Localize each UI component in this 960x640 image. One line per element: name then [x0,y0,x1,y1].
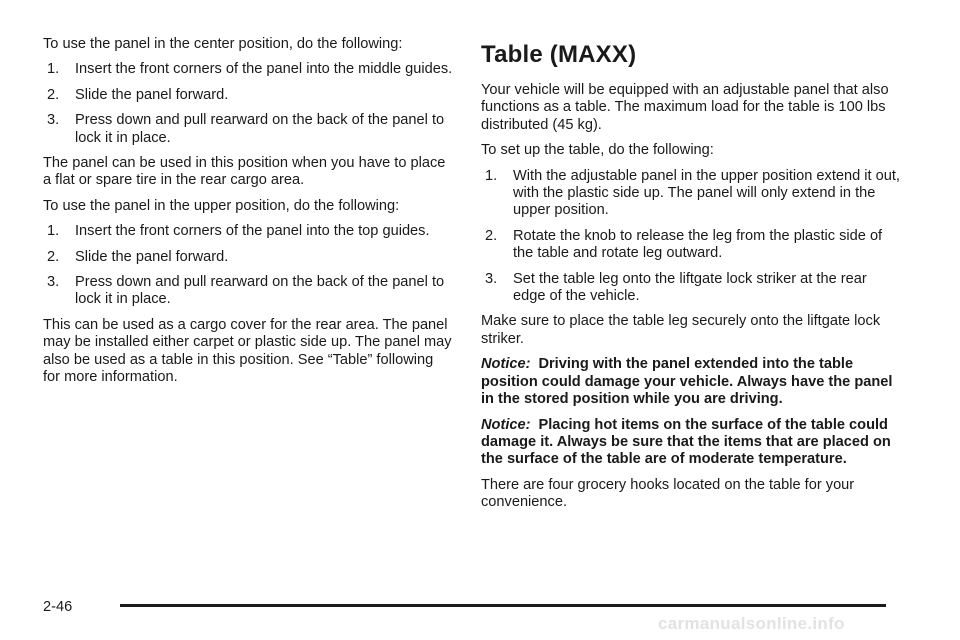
list-item [43,87,453,104]
notice-label: Notice: [481,416,531,433]
list-item [43,223,453,240]
step-number: 2. [47,86,60,103]
list-item [481,271,901,306]
step-number: 3. [485,270,498,287]
left-column [43,36,453,395]
step-text: Set the table leg onto the liftgate lock striker at the rear edge of the vehicle. [513,270,867,305]
list-item [43,61,453,78]
list-item [43,249,453,266]
step-text: Press down and pull rearward on the back of the panel to lock it in place. [75,112,445,146]
leg-note: Make sure to place the table leg securely onto the liftgate lock striker. [481,313,881,347]
step-number: 2. [485,227,498,244]
setup-intro: To set up the table, do the following: [481,142,714,159]
step-number: 2. [47,248,60,265]
step-text: Insert the front corners of the panel into the top guides. [75,223,430,240]
step-text: Insert the front corners of the panel into the middle guides. [75,61,453,78]
notice-driving [481,356,901,408]
step-text: Slide the panel forward. [75,86,229,103]
upper-position-intro: To use the panel in the upper position, do the following: [43,197,400,214]
center-position-intro: To use the panel in the center position, do the following: [43,36,403,52]
step-number: 3. [47,274,60,291]
step-number: 1. [47,61,60,78]
step-number: 3. [47,112,60,129]
setup-steps [481,168,901,306]
notice-text: Placing hot items on the surface of the table could damage it. Always be sure that the items that are placed on the surface of the table are of moderate temperature. [481,416,891,468]
step-text: With the adjustable panel in the upper position extend it out, with the plastic side up. The panel will only extend in the upper position. [513,167,900,219]
page-number: 2-46 [43,599,73,615]
footer-rule [120,604,886,607]
center-position-steps [43,61,453,147]
notice-label: Notice: [481,356,531,373]
step-text: Rotate the knob to release the leg from the plastic side of the table and rotate leg outward. [513,227,883,262]
upper-position-steps [43,223,453,309]
list-item [481,168,901,220]
list-item [43,112,453,147]
notice-hot-items [481,417,901,469]
hooks-note: There are four grocery hooks located on the table for your convenience. [481,476,855,511]
right-column [481,40,901,520]
step-text: Slide the panel forward. [75,248,229,265]
step-text: Press down and pull rearward on the back of the panel to lock it in place. [75,274,445,308]
notice-text: Driving with the panel extended into the table position could damage your vehicle. Always have the panel in the stored position while you are driving. [481,356,893,408]
step-number: 1. [485,167,498,184]
table-intro: Your vehicle will be equipped with an adjustable panel that also functions as a table. The maximum load for the table is 100 lbs distributed (45 kg). [481,82,889,133]
section-title: Table (MAXX) [481,41,637,68]
watermark: carmanualsonline.info [658,614,845,633]
list-item [481,228,901,263]
center-position-note: The panel can be used in this position when you have to place a flat or spare tire in the rear cargo area. [43,155,446,189]
list-item [43,274,453,309]
upper-position-note: This can be used as a cargo cover for the rear area. The panel may be installed either carpet or plastic side up. The panel may also be used as a table in this position. See “Table” following for more information. [43,316,452,386]
step-number: 1. [47,223,60,240]
